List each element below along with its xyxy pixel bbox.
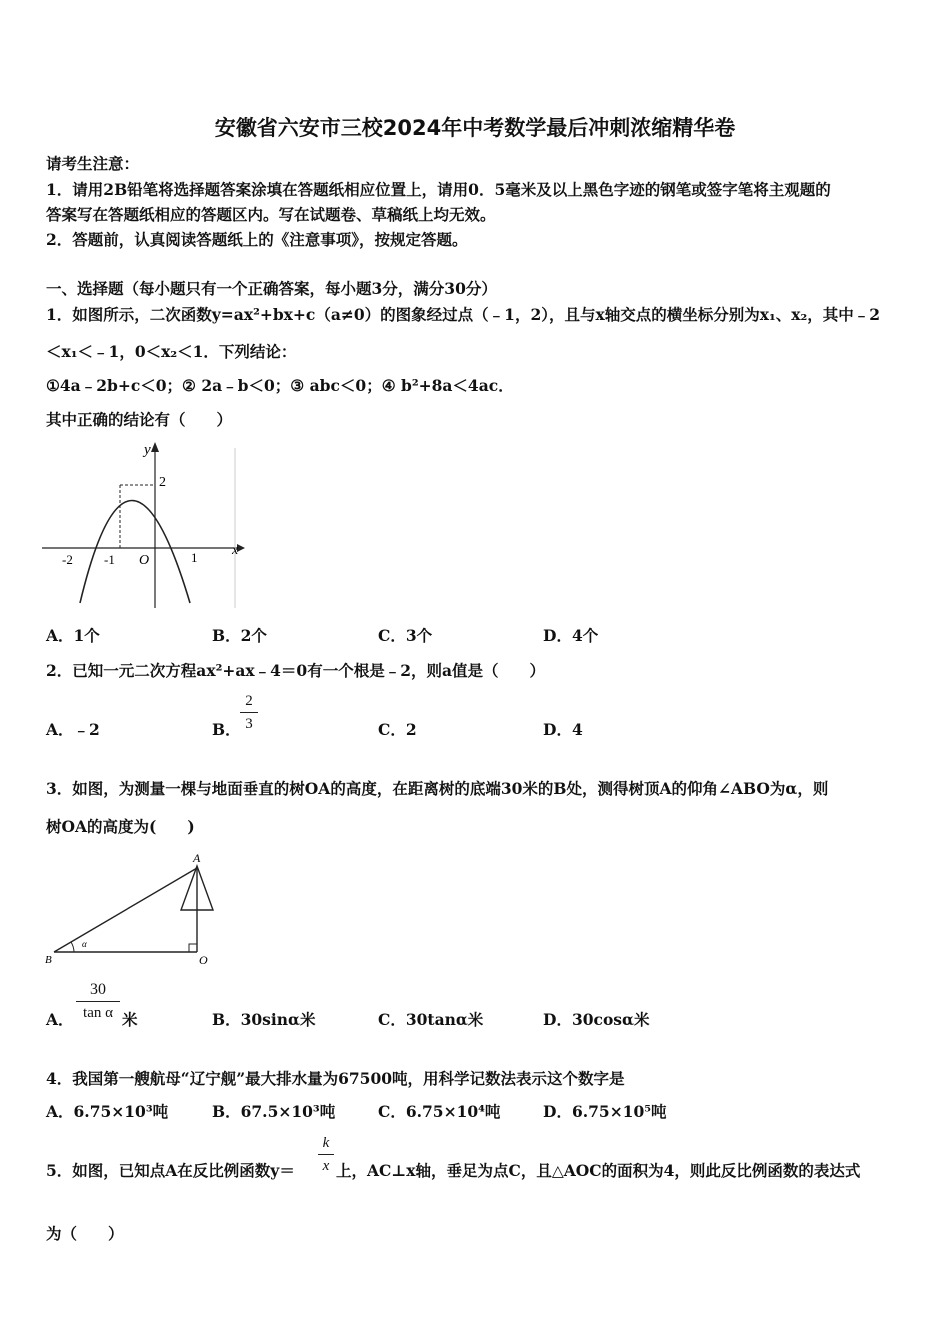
label-a: A — [193, 851, 201, 865]
q5-k-over-x-fraction — [318, 1134, 334, 1175]
q2-option-b-prefix: B． — [212, 720, 241, 739]
q1-option-a: A．1个 — [46, 626, 100, 645]
q5-numerator-k: k — [322, 1135, 330, 1151]
q3-option-a-prefix: A． — [46, 1010, 74, 1029]
label-one: 1 — [191, 550, 198, 565]
q2-option-b-fraction — [240, 692, 258, 733]
q2-option-a: A．﹣2 — [46, 720, 100, 739]
notice-line-2: 2．答题前，认真阅读答题纸上的《注意事项》，按规定答题。 — [46, 230, 468, 249]
label-o: O — [199, 953, 208, 967]
q3-line-2: 树OA的高度为( ) — [46, 817, 195, 836]
q5-text-pre: 5．如图，已知点A在反比例函数y＝ — [46, 1161, 295, 1180]
q3-option-d: D．30cosα米 — [543, 1010, 650, 1029]
q3-option-a-unit: 米 — [122, 1010, 138, 1029]
q4-option-a: A．6.75×10³吨 — [46, 1102, 169, 1121]
q1-option-c: C．3个 — [378, 626, 433, 645]
label-b: B — [45, 954, 52, 966]
section-heading: 一、选择题（每小题只有一个正确答案，每小题3分，满分30分） — [46, 279, 497, 298]
q3-a-denominator: tan α — [83, 1005, 113, 1021]
angle-arc — [71, 942, 74, 952]
right-angle-mark — [189, 944, 197, 952]
notice-heading: 请考生注意： — [46, 154, 140, 173]
q4-option-d: D．6.75×10⁵吨 — [543, 1102, 667, 1121]
q2-b-numerator: 2 — [245, 693, 253, 709]
q1-parabola-graph — [42, 438, 252, 610]
y-label: y — [144, 442, 151, 458]
q5-denominator-x: x — [322, 1158, 330, 1174]
q2-text: 2．已知一元二次方程ax²+ax﹣4＝0有一个根是﹣2，则a值是（ ） — [46, 661, 546, 680]
q1-line-1: 1．如图所示，二次函数y=ax²+bx+c（a≠0）的图象经过点（﹣1，2），且与x轴交点的横坐标分别为x₁、x₂，其中﹣2 — [46, 305, 881, 324]
page-title: 安徽省六安市三校2024年中考数学最后冲刺浓缩精华卷 — [214, 116, 736, 140]
x-label: x — [232, 543, 239, 558]
label-alpha: α — [82, 939, 87, 949]
notice-line-1b: 答案写在答题纸相应的答题区内。写在试题卷、草稿纸上均无效。 — [46, 205, 496, 224]
label-neg2: -2 — [62, 552, 73, 567]
y-axis-arrow — [151, 442, 159, 452]
q5-text-post: 上，AC⊥x轴，垂足为点C，且△AOC的面积为4，则此反比例函数的表达式 — [336, 1161, 861, 1180]
q2-option-d: D．4 — [543, 720, 583, 739]
q1-option-d: D．4个 — [543, 626, 599, 645]
sight-line-ba — [54, 868, 197, 952]
q4-option-c: C．6.75×10⁴吨 — [378, 1102, 501, 1121]
q1-line-3: ①4a﹣2b+c＜0；② 2a﹣b＜0；③ abc＜0；④ b²+8a＜4ac． — [46, 376, 514, 395]
parabola-curve — [80, 501, 190, 604]
q1-line-2: ＜x₁＜﹣1，0＜x₂＜1．下列结论： — [46, 342, 297, 361]
label-neg1: -1 — [104, 552, 115, 567]
q3-option-a-fraction — [76, 981, 120, 1022]
q1-line-4: 其中正确的结论有（ ） — [46, 410, 233, 429]
q3-a-numerator: 30 — [90, 981, 106, 998]
q2-b-denominator: 3 — [245, 716, 253, 732]
label-two: 2 — [159, 475, 166, 490]
q1-option-b: B．2个 — [212, 626, 267, 645]
q3-line-1: 3．如图，为测量一棵与地面垂直的树OA的高度，在距离树的底端30米的B处，测得树顶A的仰角∠ABO为α，则 — [46, 779, 829, 798]
notice-line-1a: 1．请用2B铅笔将选择题答案涂填在答题纸相应位置上，请用0．5毫米及以上黑色字迹的钢笔或签字笔将主观题的 — [46, 180, 831, 199]
q5-line-2: 为（ ） — [46, 1224, 124, 1243]
q3-option-b: B．30sinα米 — [212, 1010, 316, 1029]
label-origin: O — [139, 553, 150, 568]
q3-tree-figure — [42, 848, 222, 968]
q3-option-c: C．30tanα米 — [378, 1010, 484, 1029]
q4-option-b: B．67.5×10³吨 — [212, 1102, 336, 1121]
q4-text: 4．我国第一艘航母“辽宁舰”最大排水量为67500吨，用科学记数法表示这个数字是 — [46, 1069, 625, 1088]
q2-option-c: C．2 — [378, 720, 417, 739]
